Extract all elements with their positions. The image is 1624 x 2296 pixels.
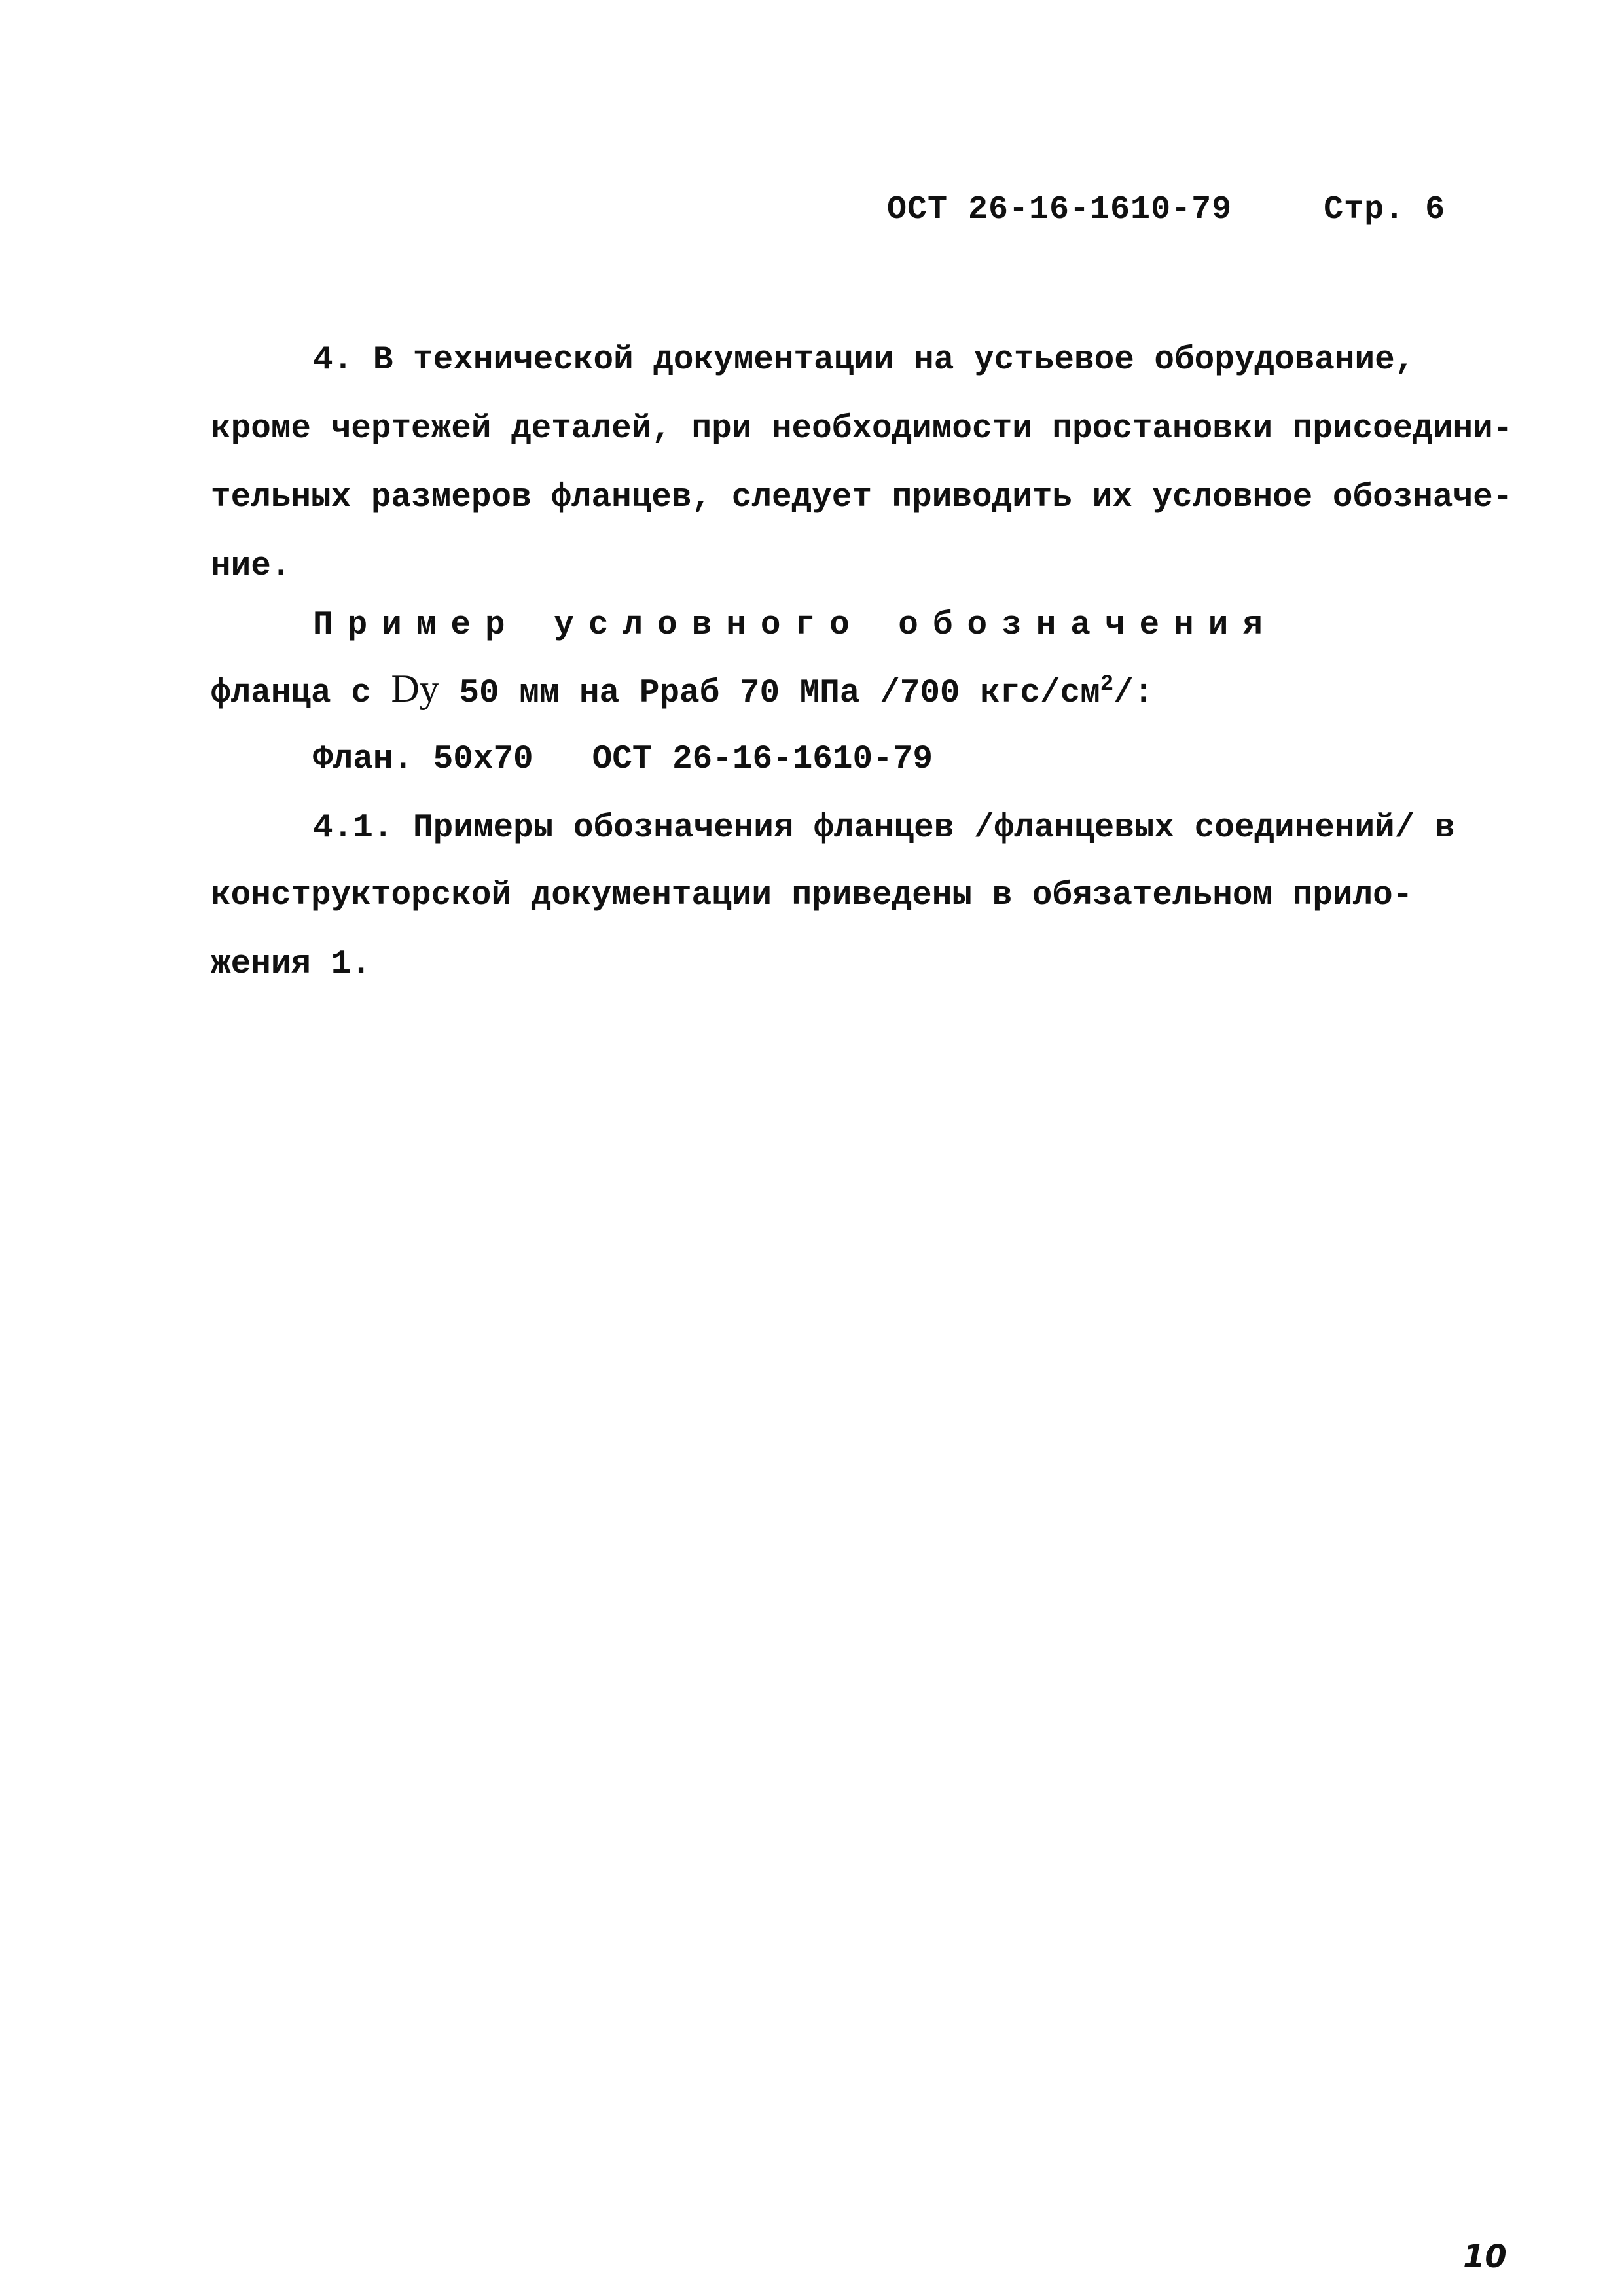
section-4-1-line-2: конструкторской документации приведены в обязательном прило- (211, 877, 1413, 914)
section-4-1-line-3: жения 1. (211, 946, 371, 983)
example-description (211, 669, 1592, 710)
example-code (313, 743, 1624, 776)
example-heading: Пример условного обозначения (313, 607, 1277, 644)
example-code-standard: ОСТ 26-16-1610-79 (592, 741, 933, 778)
section-4-line-2: кроме чертежей деталей, при необходимости простановки присоедини- (211, 410, 1513, 448)
section-4-line-3: тельных размеров фланцев, следует приводить их условное обозначе- (211, 479, 1513, 516)
section-4-1-line-1: 4.1. Примеры обозначения фланцев /фланцевых соединений/ в (313, 810, 1455, 847)
example-desc-prefix: фланца с (211, 675, 371, 712)
example-desc-suffix: /: (1113, 675, 1154, 712)
section-4-line-1: 4. В технической документации на устьевое оборудование, (313, 342, 1415, 379)
page-number-label: Стр. 6 (1324, 191, 1446, 228)
folio-number: 10 (1463, 2238, 1507, 2275)
example-desc-superscript: 2 (1100, 672, 1114, 697)
standard-number: ОСТ 26-16-1610-79 (887, 191, 1233, 228)
section-4-line-4: ние. (211, 548, 291, 585)
nominal-diameter-symbol: Dу (391, 667, 439, 710)
page-header (887, 191, 1445, 228)
example-desc-mid: 50 мм на Рраб 70 МПа /700 кгс/см (459, 675, 1100, 712)
example-code-label: Флан. 50х70 (313, 741, 533, 778)
